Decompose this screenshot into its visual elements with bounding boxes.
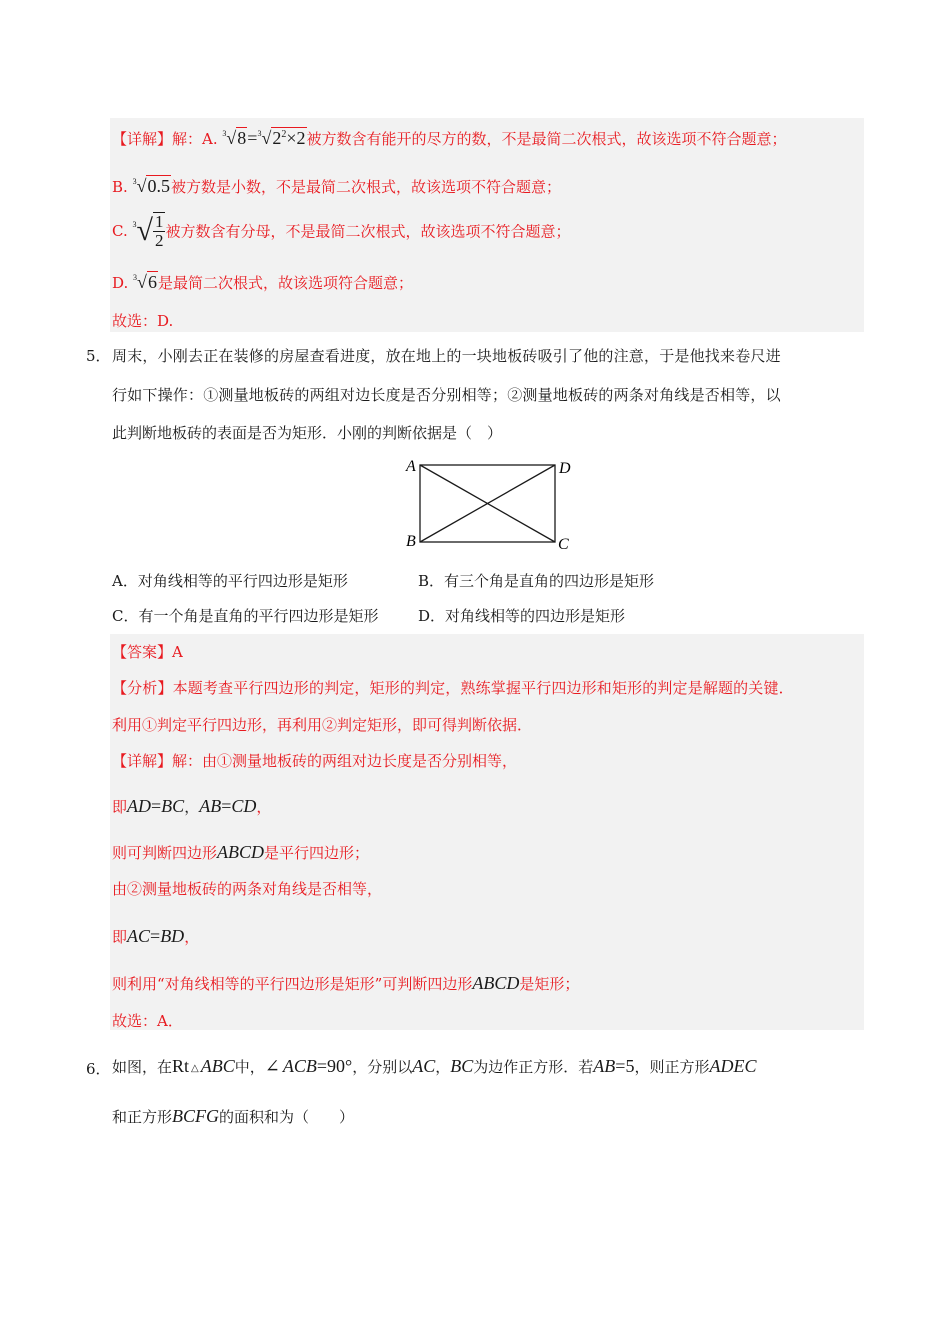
- q5-detail-1: 【详解】解：由①测量地板砖的两组对边长度是否分别相等，: [112, 752, 518, 770]
- q5-stem-line2: 行如下操作：①测量地板砖的两组对边长度是否分别相等；②测量地板砖的两条对角线是否相等，以: [112, 386, 781, 404]
- cube-root-half: $^3$√ $\frac{1}{2}$: [132, 212, 164, 250]
- q5-option-a[interactable]: A．对角线相等的平行四边形是矩形: [112, 572, 348, 590]
- label-a: A: [406, 458, 416, 475]
- q5-rectangle-conclusion: 则利用“对角线相等的平行四边形是矩形”可判断四边形ABCD是矩形；: [112, 973, 580, 993]
- q5-number: 5．: [86, 347, 111, 365]
- q5-equation-2: 即AC=BD，: [112, 926, 200, 946]
- q5-analysis-1: 【分析】本题考查平行四边形的判定，矩形的判定，熟练掌握平行四边形和矩形的判定是解题的关键．: [112, 679, 794, 697]
- q4-detail-line-b: B. $^3$√0.5被方数是小数，不是最简二次根式，故该选项不符合题意；: [112, 176, 561, 196]
- q6-stem-line1: 如图，在Rt △ ABC中，∠ ACB=90°，分别以AC，BC为边作正方形．若AB=5，则正方形ADEC: [112, 1056, 757, 1076]
- q5-detail-2: 由②测量地板砖的两条对角线是否相等，: [112, 880, 383, 898]
- label-c: C: [558, 536, 569, 552]
- rectangle-figure: [400, 452, 580, 552]
- q4-detail-line-a: 【详解】解：A. $^3√8=^3√2^2\times 2$被方数含有能开的尽方的数，不是最简二次根式，故该选项不符合题意；: [112, 128, 787, 148]
- q5-equation-1: 即AD=BC，AB=CD，: [112, 796, 272, 816]
- q5-option-d[interactable]: D．对角线相等的四边形是矩形: [418, 607, 626, 625]
- cube-root-0-5: $^3$√0.5: [132, 176, 170, 196]
- q5-choose: 故选：A．: [112, 1012, 183, 1030]
- q5-answer: 【答案】A: [112, 643, 183, 661]
- cube-root-expression: $^3√2^2\times 2$: [257, 128, 306, 148]
- cube-root-6: $^3$√6: [133, 272, 157, 292]
- q4-detail-line-c: C. $^3$√ $\frac{1}{2}$ 被方数含有分母，不是最简二次根式，故该选项不符合题意；: [112, 212, 571, 250]
- detail-tag: 【详解】: [112, 752, 173, 770]
- label-d: D: [559, 460, 571, 477]
- q5-parallelogram-conclusion: 则可判断四边形ABCD是平行四边形；: [112, 842, 370, 862]
- q5-analysis-2: 利用①判定平行四边形，再利用②判定矩形，即可得判断依据．: [112, 716, 533, 734]
- detail-tag: 【详解】: [112, 130, 173, 148]
- q5-option-b[interactable]: B．有三个角是直角的四边形是矩形: [418, 572, 655, 590]
- q4-choose: 故选：D.: [112, 312, 174, 330]
- cube-root-8: $^3$√8: [222, 128, 247, 148]
- q6-stem-line2: 和正方形BCFG的面积和为（ ）: [112, 1106, 355, 1126]
- q5-option-c[interactable]: C．有一个角是直角的平行四边形是矩形: [112, 607, 379, 625]
- q5-stem-line3: 此判断地板砖的表面是否为矩形．小刚的判断依据是（ ）: [112, 424, 503, 442]
- q5-stem-line1: 周末，小刚去正在装修的房屋查看进度，放在地上的一块地板砖吸引了他的注意，于是他找来卷尺进: [112, 347, 781, 365]
- q4-detail-line-d: D. $^3$√6是最简二次根式，故该选项符合题意；: [112, 272, 413, 292]
- q6-number: 6．: [86, 1060, 111, 1078]
- label-b: B: [406, 533, 416, 550]
